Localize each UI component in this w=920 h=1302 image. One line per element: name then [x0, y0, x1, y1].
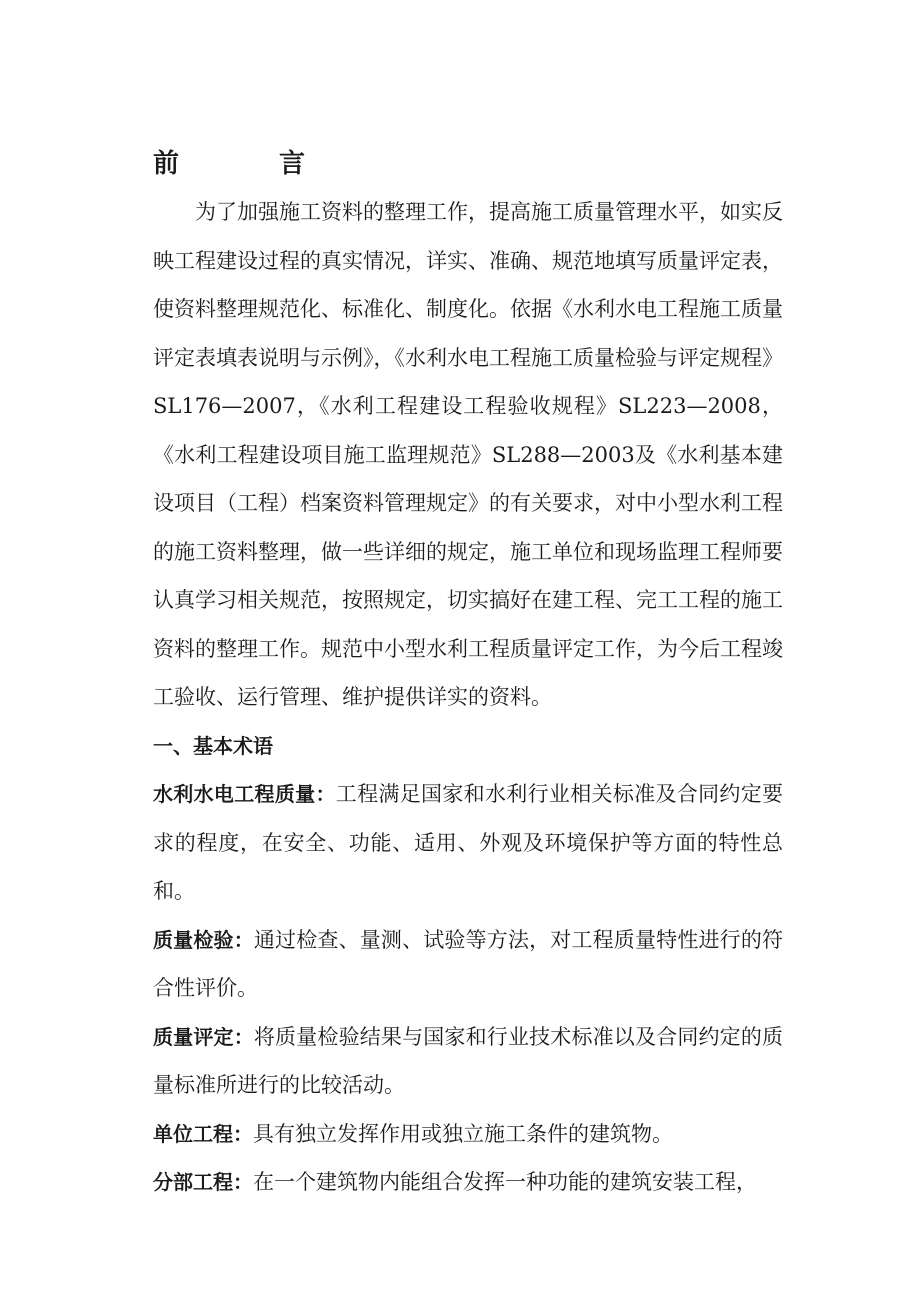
term-definition: 通过检查、量测、试验等方法，对工程质量特性进行的符合性评价。: [153, 927, 784, 1000]
term-definition: 工程满足国家和水利行业相关标准及合同约定要求的程度，在安全、功能、适用、外观及环境保护等方面的特性总和。: [153, 782, 784, 903]
page-title: [153, 140, 783, 188]
term-definition: 在一个建筑物内能组合发挥一种功能的建筑安装工程，: [253, 1170, 757, 1194]
title-char-1: 前: [153, 149, 180, 179]
term-label: 质量检验：: [153, 927, 254, 952]
term-unit-project: [153, 1110, 783, 1159]
term-quality-inspection: [153, 916, 783, 1013]
term-label: 水利水电工程质量：: [153, 782, 336, 806]
term-engineering-quality: [153, 770, 783, 916]
section-heading-basic-terms: 一、基本术语: [153, 733, 273, 758]
term-definition: 具有独立发挥作用或独立施工条件的建筑物。: [253, 1121, 673, 1146]
term-definition: 将质量检验结果与国家和行业技术标准以及合同约定的质量标准所进行的比较活动。: [153, 1024, 784, 1097]
document-page: [153, 140, 783, 1207]
term-label: 分部工程：: [153, 1170, 253, 1194]
preface-paragraph: 为了加强施工资料的整理工作，提高施工质量管理水平，如实反映工程建设过程的真实情况，详实、准确、规范地填写质量评定表，使资料整理规范化、标准化、制度化。依据《水利水电工程施工质量评定表填表说明与示例》，《水利水电工程施工质量检验与评定规程》SL176—2007，《水利工程建设工程验收规程》SL223—2008，《水利工程建设项目施工监理规范》SL288—2003及《水利基本建设项目（工程）档案资料管理规定》的有关要求，对中小型水利工程的施工资料整理，做一些详细的规定，施工单位和现场监理工程师要认真学习相关规范，按照规定，切实搞好在建工程、完工工程的施工资料的整理工作。规范中小型水利工程质量评定工作，为今后工程竣工验收、运行管理、维护提供详实的资料。: [153, 200, 783, 709]
term-sub-project: [153, 1158, 783, 1207]
term-label: 单位工程：: [153, 1121, 253, 1146]
title-char-2: 言: [279, 149, 306, 179]
term-label: 质量评定：: [153, 1024, 254, 1049]
term-quality-assessment: [153, 1013, 783, 1110]
